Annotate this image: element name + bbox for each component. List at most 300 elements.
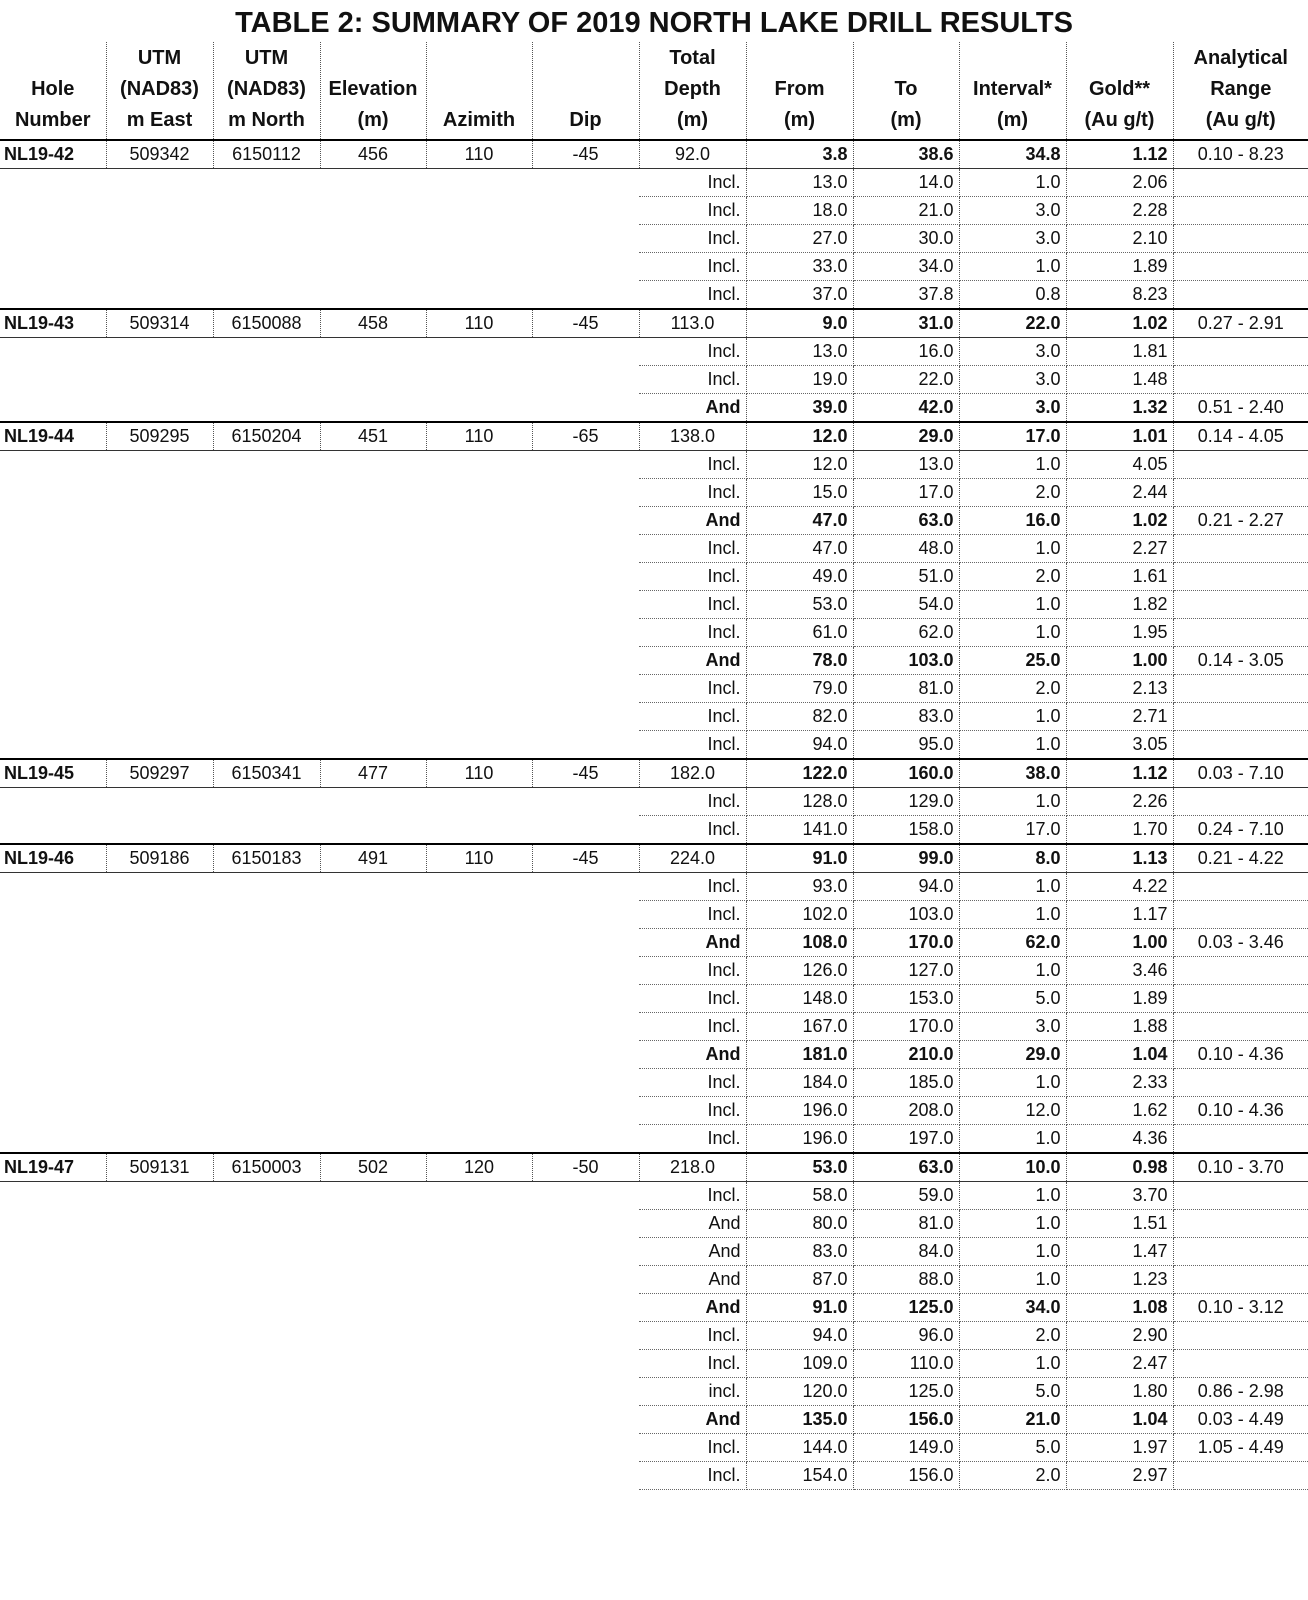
sub-interval-row [0, 479, 1308, 507]
gold-cell: 1.62 [1066, 1097, 1173, 1125]
gold-cell: 1.61 [1066, 563, 1173, 591]
blank-cell [0, 1069, 639, 1097]
to-cell: 125.0 [853, 1378, 959, 1406]
from-cell: 61.0 [746, 619, 853, 647]
interval-cell: 22.0 [959, 309, 1066, 338]
utm-east-cell: 509295 [106, 422, 213, 451]
qualifier-cell: Incl. [639, 1322, 746, 1350]
gold-cell: 1.89 [1066, 985, 1173, 1013]
blank-cell [0, 788, 639, 816]
from-cell: 39.0 [746, 394, 853, 423]
from-cell: 82.0 [746, 703, 853, 731]
header-from: From (m) [746, 42, 853, 140]
to-cell: 156.0 [853, 1406, 959, 1434]
from-cell: 27.0 [746, 225, 853, 253]
to-cell: 127.0 [853, 957, 959, 985]
sub-interval-row [0, 985, 1308, 1013]
qualifier-cell: Incl. [639, 1097, 746, 1125]
blank-cell [0, 366, 639, 394]
from-cell: 167.0 [746, 1013, 853, 1041]
interval-cell: 1.0 [959, 169, 1066, 197]
from-cell: 122.0 [746, 759, 853, 788]
total-depth-cell: 92.0 [639, 140, 746, 169]
sub-interval-row [0, 731, 1308, 760]
blank-cell [0, 731, 639, 760]
interval-cell: 17.0 [959, 422, 1066, 451]
qualifier-cell: Incl. [639, 816, 746, 845]
interval-cell: 3.0 [959, 338, 1066, 366]
qualifier-cell: And [639, 394, 746, 423]
to-cell: 13.0 [853, 451, 959, 479]
dip-cell: -65 [532, 422, 639, 451]
gold-cell: 2.10 [1066, 225, 1173, 253]
analytical-range-cell: 0.21 - 4.22 [1173, 844, 1308, 873]
sub-interval-row [0, 1378, 1308, 1406]
qualifier-cell: Incl. [639, 788, 746, 816]
blank-cell [0, 1238, 639, 1266]
to-cell: 197.0 [853, 1125, 959, 1154]
gold-cell: 2.44 [1066, 479, 1173, 507]
analytical-range-cell [1173, 1210, 1308, 1238]
interval-cell: 3.0 [959, 366, 1066, 394]
analytical-range-cell [1173, 675, 1308, 703]
hole-number-cell: NL19-45 [0, 759, 106, 788]
elevation-cell: 477 [320, 759, 426, 788]
analytical-range-cell [1173, 253, 1308, 281]
dip-cell: -50 [532, 1153, 639, 1182]
sub-interval-row [0, 703, 1308, 731]
gold-cell: 1.08 [1066, 1294, 1173, 1322]
blank-cell [0, 1462, 639, 1490]
gold-cell: 3.70 [1066, 1182, 1173, 1210]
to-cell: 59.0 [853, 1182, 959, 1210]
gold-cell: 1.70 [1066, 816, 1173, 845]
from-cell: 135.0 [746, 1406, 853, 1434]
to-cell: 149.0 [853, 1434, 959, 1462]
hole-summary-row [0, 140, 1308, 169]
azimith-cell: 110 [426, 844, 532, 873]
azimith-cell: 110 [426, 309, 532, 338]
blank-cell [0, 1182, 639, 1210]
interval-cell: 5.0 [959, 1434, 1066, 1462]
interval-cell: 2.0 [959, 479, 1066, 507]
sub-interval-row [0, 1462, 1308, 1490]
header-row [0, 42, 1308, 140]
hole-summary-row [0, 844, 1308, 873]
interval-cell: 1.0 [959, 1182, 1066, 1210]
sub-interval-row [0, 281, 1308, 310]
azimith-cell: 110 [426, 422, 532, 451]
sub-interval-row [0, 1210, 1308, 1238]
analytical-range-cell: 0.86 - 2.98 [1173, 1378, 1308, 1406]
analytical-range-cell [1173, 1238, 1308, 1266]
gold-cell: 4.36 [1066, 1125, 1173, 1154]
from-cell: 83.0 [746, 1238, 853, 1266]
interval-cell: 10.0 [959, 1153, 1066, 1182]
qualifier-cell: Incl. [639, 1462, 746, 1490]
interval-cell: 1.0 [959, 1238, 1066, 1266]
from-cell: 58.0 [746, 1182, 853, 1210]
analytical-range-cell [1173, 1266, 1308, 1294]
blank-cell [0, 535, 639, 563]
blank-cell [0, 1210, 639, 1238]
to-cell: 42.0 [853, 394, 959, 423]
interval-cell: 12.0 [959, 1097, 1066, 1125]
gold-cell: 1.01 [1066, 422, 1173, 451]
utm-east-cell: 509314 [106, 309, 213, 338]
to-cell: 16.0 [853, 338, 959, 366]
gold-cell: 1.82 [1066, 591, 1173, 619]
from-cell: 47.0 [746, 535, 853, 563]
header-gold: Gold** (Au g/t) [1066, 42, 1173, 140]
gold-cell: 1.32 [1066, 394, 1173, 423]
to-cell: 185.0 [853, 1069, 959, 1097]
sub-interval-row [0, 591, 1308, 619]
blank-cell [0, 1406, 639, 1434]
azimith-cell: 110 [426, 759, 532, 788]
from-cell: 144.0 [746, 1434, 853, 1462]
qualifier-cell: Incl. [639, 366, 746, 394]
interval-cell: 25.0 [959, 647, 1066, 675]
to-cell: 88.0 [853, 1266, 959, 1294]
sub-interval-row [0, 1322, 1308, 1350]
analytical-range-cell: 0.27 - 2.91 [1173, 309, 1308, 338]
blank-cell [0, 985, 639, 1013]
qualifier-cell: And [639, 507, 746, 535]
to-cell: 30.0 [853, 225, 959, 253]
blank-cell [0, 197, 639, 225]
interval-cell: 1.0 [959, 535, 1066, 563]
qualifier-cell: Incl. [639, 1069, 746, 1097]
gold-cell: 1.12 [1066, 759, 1173, 788]
total-depth-cell: 224.0 [639, 844, 746, 873]
header-interval: Interval* (m) [959, 42, 1066, 140]
analytical-range-cell: 0.03 - 7.10 [1173, 759, 1308, 788]
blank-cell [0, 169, 639, 197]
blank-cell [0, 647, 639, 675]
analytical-range-cell: 0.10 - 4.36 [1173, 1097, 1308, 1125]
interval-cell: 1.0 [959, 591, 1066, 619]
blank-cell [0, 675, 639, 703]
to-cell: 153.0 [853, 985, 959, 1013]
to-cell: 81.0 [853, 675, 959, 703]
gold-cell: 1.00 [1066, 647, 1173, 675]
qualifier-cell: And [639, 1266, 746, 1294]
sub-interval-row [0, 647, 1308, 675]
to-cell: 63.0 [853, 1153, 959, 1182]
header-utm-east: UTM (NAD83) m East [106, 42, 213, 140]
to-cell: 17.0 [853, 479, 959, 507]
sub-interval-row [0, 338, 1308, 366]
analytical-range-cell: 0.14 - 4.05 [1173, 422, 1308, 451]
from-cell: 93.0 [746, 873, 853, 901]
utm-north-cell: 6150003 [213, 1153, 320, 1182]
gold-cell: 4.22 [1066, 873, 1173, 901]
qualifier-cell: Incl. [639, 957, 746, 985]
interval-cell: 5.0 [959, 985, 1066, 1013]
dip-cell: -45 [532, 844, 639, 873]
blank-cell [0, 816, 639, 845]
qualifier-cell: And [639, 929, 746, 957]
elevation-cell: 458 [320, 309, 426, 338]
from-cell: 12.0 [746, 451, 853, 479]
qualifier-cell: Incl. [639, 675, 746, 703]
blank-cell [0, 1097, 639, 1125]
analytical-range-cell [1173, 338, 1308, 366]
from-cell: 9.0 [746, 309, 853, 338]
from-cell: 19.0 [746, 366, 853, 394]
gold-cell: 1.04 [1066, 1406, 1173, 1434]
analytical-range-cell [1173, 479, 1308, 507]
analytical-range-cell [1173, 1125, 1308, 1154]
gold-cell: 1.13 [1066, 844, 1173, 873]
utm-east-cell: 509342 [106, 140, 213, 169]
from-cell: 94.0 [746, 1322, 853, 1350]
qualifier-cell: Incl. [639, 731, 746, 760]
to-cell: 170.0 [853, 929, 959, 957]
interval-cell: 16.0 [959, 507, 1066, 535]
interval-cell: 1.0 [959, 1210, 1066, 1238]
blank-cell [0, 591, 639, 619]
analytical-range-cell [1173, 985, 1308, 1013]
to-cell: 62.0 [853, 619, 959, 647]
from-cell: 37.0 [746, 281, 853, 310]
hole-number-cell: NL19-46 [0, 844, 106, 873]
sub-interval-row [0, 197, 1308, 225]
from-cell: 12.0 [746, 422, 853, 451]
gold-cell: 1.02 [1066, 507, 1173, 535]
utm-north-cell: 6150341 [213, 759, 320, 788]
header-hole-number: Hole Number [0, 42, 106, 140]
hole-number-cell: NL19-42 [0, 140, 106, 169]
qualifier-cell: Incl. [639, 703, 746, 731]
from-cell: 108.0 [746, 929, 853, 957]
interval-cell: 3.0 [959, 225, 1066, 253]
analytical-range-cell [1173, 225, 1308, 253]
elevation-cell: 491 [320, 844, 426, 873]
gold-cell: 3.46 [1066, 957, 1173, 985]
blank-cell [0, 1294, 639, 1322]
sub-interval-row [0, 1041, 1308, 1069]
blank-cell [0, 957, 639, 985]
hole-summary-row [0, 309, 1308, 338]
gold-cell: 1.95 [1066, 619, 1173, 647]
analytical-range-cell: 0.03 - 4.49 [1173, 1406, 1308, 1434]
from-cell: 109.0 [746, 1350, 853, 1378]
sub-interval-row [0, 619, 1308, 647]
from-cell: 53.0 [746, 1153, 853, 1182]
total-depth-cell: 113.0 [639, 309, 746, 338]
qualifier-cell: Incl. [639, 451, 746, 479]
sub-interval-row [0, 788, 1308, 816]
analytical-range-cell [1173, 169, 1308, 197]
gold-cell: 2.26 [1066, 788, 1173, 816]
blank-cell [0, 394, 639, 423]
blank-cell [0, 1041, 639, 1069]
analytical-range-cell [1173, 957, 1308, 985]
blank-cell [0, 281, 639, 310]
from-cell: 80.0 [746, 1210, 853, 1238]
gold-cell: 1.12 [1066, 140, 1173, 169]
gold-cell: 2.71 [1066, 703, 1173, 731]
from-cell: 148.0 [746, 985, 853, 1013]
sub-interval-row [0, 563, 1308, 591]
sub-interval-row [0, 1125, 1308, 1154]
utm-east-cell: 509186 [106, 844, 213, 873]
qualifier-cell: Incl. [639, 985, 746, 1013]
azimith-cell: 110 [426, 140, 532, 169]
analytical-range-cell [1173, 535, 1308, 563]
elevation-cell: 451 [320, 422, 426, 451]
to-cell: 51.0 [853, 563, 959, 591]
to-cell: 125.0 [853, 1294, 959, 1322]
gold-cell: 1.17 [1066, 901, 1173, 929]
hole-summary-row [0, 422, 1308, 451]
to-cell: 160.0 [853, 759, 959, 788]
analytical-range-cell [1173, 591, 1308, 619]
analytical-range-cell [1173, 281, 1308, 310]
header-azimith: Azimith [426, 42, 532, 140]
gold-cell: 2.97 [1066, 1462, 1173, 1490]
qualifier-cell: Incl. [639, 619, 746, 647]
from-cell: 53.0 [746, 591, 853, 619]
header-elevation: Elevation (m) [320, 42, 426, 140]
elevation-cell: 502 [320, 1153, 426, 1182]
gold-cell: 1.47 [1066, 1238, 1173, 1266]
to-cell: 22.0 [853, 366, 959, 394]
interval-cell: 1.0 [959, 253, 1066, 281]
blank-cell [0, 619, 639, 647]
blank-cell [0, 929, 639, 957]
from-cell: 49.0 [746, 563, 853, 591]
to-cell: 103.0 [853, 647, 959, 675]
from-cell: 154.0 [746, 1462, 853, 1490]
interval-cell: 2.0 [959, 675, 1066, 703]
to-cell: 158.0 [853, 816, 959, 845]
from-cell: 13.0 [746, 338, 853, 366]
to-cell: 48.0 [853, 535, 959, 563]
sub-interval-row [0, 169, 1308, 197]
gold-cell: 1.97 [1066, 1434, 1173, 1462]
qualifier-cell: Incl. [639, 1013, 746, 1041]
qualifier-cell: incl. [639, 1378, 746, 1406]
sub-interval-row [0, 1434, 1308, 1462]
blank-cell [0, 1322, 639, 1350]
sub-interval-row [0, 394, 1308, 423]
interval-cell: 29.0 [959, 1041, 1066, 1069]
qualifier-cell: And [639, 1210, 746, 1238]
gold-cell: 2.33 [1066, 1069, 1173, 1097]
qualifier-cell: Incl. [639, 169, 746, 197]
qualifier-cell: Incl. [639, 338, 746, 366]
from-cell: 91.0 [746, 1294, 853, 1322]
blank-cell [0, 338, 639, 366]
analytical-range-cell: 0.10 - 3.70 [1173, 1153, 1308, 1182]
interval-cell: 1.0 [959, 1350, 1066, 1378]
blank-cell [0, 1434, 639, 1462]
to-cell: 63.0 [853, 507, 959, 535]
qualifier-cell: Incl. [639, 1125, 746, 1154]
gold-cell: 2.27 [1066, 535, 1173, 563]
qualifier-cell: And [639, 1238, 746, 1266]
interval-cell: 1.0 [959, 451, 1066, 479]
interval-cell: 1.0 [959, 1266, 1066, 1294]
interval-cell: 3.0 [959, 1013, 1066, 1041]
qualifier-cell: Incl. [639, 1182, 746, 1210]
to-cell: 54.0 [853, 591, 959, 619]
blank-cell [0, 479, 639, 507]
from-cell: 102.0 [746, 901, 853, 929]
to-cell: 21.0 [853, 197, 959, 225]
interval-cell: 5.0 [959, 1378, 1066, 1406]
qualifier-cell: Incl. [639, 563, 746, 591]
qualifier-cell: And [639, 1406, 746, 1434]
sub-interval-row [0, 366, 1308, 394]
qualifier-cell: Incl. [639, 535, 746, 563]
analytical-range-cell: 0.21 - 2.27 [1173, 507, 1308, 535]
gold-cell: 1.89 [1066, 253, 1173, 281]
to-cell: 208.0 [853, 1097, 959, 1125]
gold-cell: 1.80 [1066, 1378, 1173, 1406]
sub-interval-row [0, 929, 1308, 957]
sub-interval-row [0, 1350, 1308, 1378]
hole-summary-row [0, 1153, 1308, 1182]
gold-cell: 3.05 [1066, 731, 1173, 760]
utm-east-cell: 509297 [106, 759, 213, 788]
sub-interval-row [0, 1406, 1308, 1434]
gold-cell: 1.48 [1066, 366, 1173, 394]
table-body [0, 140, 1308, 1490]
sub-interval-row [0, 901, 1308, 929]
interval-cell: 2.0 [959, 563, 1066, 591]
gold-cell: 1.23 [1066, 1266, 1173, 1294]
interval-cell: 17.0 [959, 816, 1066, 845]
qualifier-cell: Incl. [639, 901, 746, 929]
analytical-range-cell [1173, 1069, 1308, 1097]
interval-cell: 34.8 [959, 140, 1066, 169]
analytical-range-cell: 0.14 - 3.05 [1173, 647, 1308, 675]
table-title: TABLE 2: SUMMARY OF 2019 NORTH LAKE DRILL RESULTS [235, 7, 1073, 39]
sub-interval-row [0, 1097, 1308, 1125]
to-cell: 37.8 [853, 281, 959, 310]
to-cell: 129.0 [853, 788, 959, 816]
blank-cell [0, 563, 639, 591]
to-cell: 34.0 [853, 253, 959, 281]
sub-interval-row [0, 957, 1308, 985]
blank-cell [0, 1378, 639, 1406]
analytical-range-cell [1173, 366, 1308, 394]
header-analytical-range: Analytical Range (Au g/t) [1173, 42, 1308, 140]
interval-cell: 1.0 [959, 1125, 1066, 1154]
qualifier-cell: Incl. [639, 873, 746, 901]
utm-north-cell: 6150204 [213, 422, 320, 451]
to-cell: 103.0 [853, 901, 959, 929]
analytical-range-cell [1173, 1350, 1308, 1378]
interval-cell: 1.0 [959, 901, 1066, 929]
header-utm-north: UTM (NAD83) m North [213, 42, 320, 140]
gold-cell: 1.88 [1066, 1013, 1173, 1041]
sub-interval-row [0, 225, 1308, 253]
sub-interval-row [0, 1238, 1308, 1266]
from-cell: 15.0 [746, 479, 853, 507]
from-cell: 196.0 [746, 1125, 853, 1154]
from-cell: 128.0 [746, 788, 853, 816]
from-cell: 78.0 [746, 647, 853, 675]
interval-cell: 38.0 [959, 759, 1066, 788]
azimith-cell: 120 [426, 1153, 532, 1182]
qualifier-cell: Incl. [639, 479, 746, 507]
qualifier-cell: Incl. [639, 225, 746, 253]
